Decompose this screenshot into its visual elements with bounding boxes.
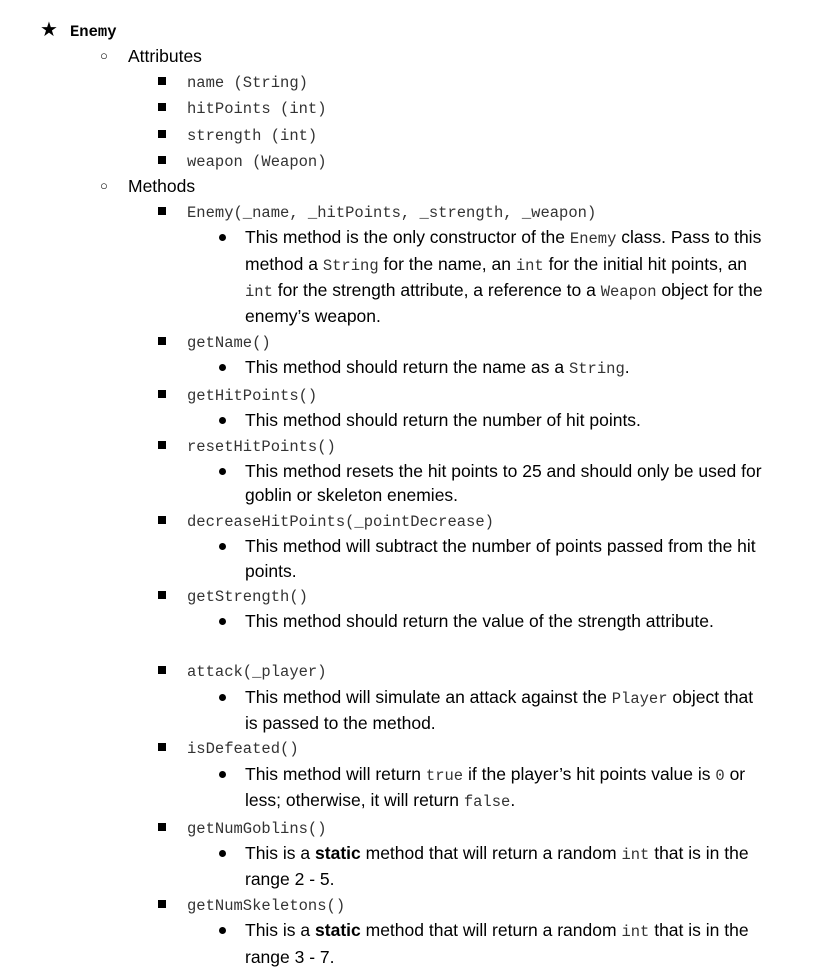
square-bullet-icon bbox=[158, 103, 166, 111]
text-span: This method should return the value of the strength attribute. bbox=[245, 611, 714, 632]
method-signature: getNumGoblins() bbox=[187, 819, 327, 838]
method-description bbox=[0, 534, 822, 583]
text-span: This is a bbox=[245, 920, 316, 941]
code-span: int bbox=[621, 845, 650, 864]
method-description bbox=[0, 918, 822, 969]
method-item bbox=[0, 382, 822, 408]
method-description bbox=[0, 459, 822, 508]
methods-list bbox=[0, 199, 822, 969]
dot-bullet-icon bbox=[219, 543, 226, 550]
attribute-text: strength (int) bbox=[187, 126, 318, 145]
method-item bbox=[0, 735, 822, 761]
bold-text: static bbox=[315, 842, 361, 863]
text-span: . bbox=[624, 357, 630, 378]
method-signature: Enemy(_name, _hitPoints, _strength, _weapon) bbox=[187, 203, 597, 222]
document bbox=[0, 18, 822, 969]
method-signature: getStrength() bbox=[187, 587, 308, 606]
square-bullet-icon bbox=[158, 900, 166, 908]
attribute-text: name (String) bbox=[187, 73, 308, 92]
square-bullet-icon bbox=[158, 666, 166, 674]
attributes-label: Attributes bbox=[128, 46, 202, 67]
square-bullet-icon bbox=[158, 516, 166, 524]
dot-bullet-icon bbox=[219, 771, 226, 778]
method-description bbox=[0, 609, 822, 633]
method-item bbox=[0, 815, 822, 841]
text-span: class. Pass to this method a bbox=[245, 227, 762, 274]
text-span: This is a bbox=[245, 842, 316, 863]
dot-bullet-icon bbox=[219, 364, 226, 371]
text-span: This method will return bbox=[245, 763, 426, 784]
square-bullet-icon bbox=[158, 441, 166, 449]
square-bullet-icon bbox=[158, 337, 166, 345]
method-item bbox=[0, 199, 822, 225]
text-span: object for the enemy’s weapon. bbox=[245, 280, 763, 327]
text-span: or less; otherwise, it will return bbox=[245, 763, 746, 811]
attribute-text: weapon (Weapon) bbox=[187, 153, 327, 172]
method-signature: getNumSkeletons() bbox=[187, 896, 346, 915]
code-span: Weapon bbox=[600, 283, 657, 302]
attribute-item bbox=[0, 122, 822, 148]
circle-bullet-icon: ○ bbox=[100, 178, 108, 194]
code-span: Enemy bbox=[569, 230, 617, 249]
text-span: if the player’s hit points value is bbox=[463, 763, 716, 784]
circle-bullet-icon: ○ bbox=[100, 48, 108, 64]
method-signature: isDefeated() bbox=[187, 740, 299, 759]
text-span: This method resets the hit points to 25 and should only be used for goblin or skeleton enemies. bbox=[245, 460, 762, 506]
attributes-list bbox=[0, 69, 822, 175]
method-signature: resetHitPoints() bbox=[187, 437, 336, 456]
square-bullet-icon bbox=[158, 390, 166, 398]
text-span: method that will return a random bbox=[360, 920, 622, 941]
class-name: Enemy bbox=[70, 23, 117, 41]
code-span: String bbox=[322, 256, 379, 275]
method-signature: getName() bbox=[187, 333, 271, 352]
attribute-item bbox=[0, 95, 822, 121]
attributes-heading bbox=[0, 44, 822, 68]
code-span: String bbox=[568, 360, 625, 379]
method-item bbox=[0, 583, 822, 609]
text-span: This method should return the name as a bbox=[245, 357, 569, 378]
code-span: int bbox=[515, 256, 544, 275]
text-span: . bbox=[510, 790, 516, 811]
code-span: int bbox=[245, 283, 273, 302]
method-description bbox=[0, 685, 822, 736]
method-description bbox=[0, 762, 822, 815]
text-span: for the strength attribute, a reference to a bbox=[272, 280, 601, 301]
dot-bullet-icon bbox=[219, 468, 226, 475]
text-span: that is in the range 2 - 5. bbox=[245, 842, 749, 890]
text-span: for the initial hit points, an bbox=[543, 253, 748, 274]
text-span: This method will simulate an attack against the bbox=[245, 686, 612, 707]
attribute-item bbox=[0, 148, 822, 174]
square-bullet-icon bbox=[158, 591, 166, 599]
text-span: This method should return the number of hit points. bbox=[245, 410, 641, 431]
method-item bbox=[0, 329, 822, 355]
attribute-text: hitPoints (int) bbox=[187, 100, 327, 119]
square-bullet-icon bbox=[158, 207, 166, 215]
method-signature: decreaseHitPoints(_pointDecrease) bbox=[187, 512, 494, 531]
square-bullet-icon bbox=[158, 156, 166, 164]
dot-bullet-icon bbox=[219, 850, 226, 857]
code-span: 0 bbox=[715, 766, 725, 785]
code-span: true bbox=[425, 766, 464, 785]
text-span: for the name, an bbox=[378, 253, 516, 274]
method-item bbox=[0, 508, 822, 534]
code-span: false bbox=[463, 793, 511, 812]
attribute-item bbox=[0, 69, 822, 95]
class-heading bbox=[0, 18, 822, 44]
method-description bbox=[0, 225, 822, 329]
star-bullet-icon: ★ bbox=[40, 19, 58, 41]
square-bullet-icon bbox=[158, 823, 166, 831]
method-item bbox=[0, 433, 822, 459]
code-span: int bbox=[621, 923, 650, 942]
blank-line bbox=[0, 634, 822, 658]
method-signature: getHitPoints() bbox=[187, 386, 318, 405]
square-bullet-icon bbox=[158, 743, 166, 751]
dot-bullet-icon bbox=[219, 417, 226, 424]
text-span: object that is passed to the method. bbox=[245, 686, 754, 733]
method-description bbox=[0, 841, 822, 892]
text-span: method that will return a random bbox=[360, 842, 622, 863]
text-span: that is in the range 3 - 7. bbox=[245, 920, 749, 967]
dot-bullet-icon bbox=[219, 234, 226, 241]
text-span: This method will subtract the number of points passed from the hit points. bbox=[245, 536, 756, 581]
method-description bbox=[0, 355, 822, 381]
square-bullet-icon bbox=[158, 77, 166, 85]
square-bullet-icon bbox=[158, 130, 166, 138]
method-item bbox=[0, 892, 822, 918]
text-span: This method is the only constructor of the bbox=[245, 227, 570, 248]
dot-bullet-icon bbox=[219, 618, 226, 625]
dot-bullet-icon bbox=[219, 927, 226, 934]
methods-label: Methods bbox=[128, 176, 196, 197]
code-span: Player bbox=[611, 689, 668, 708]
methods-heading bbox=[0, 174, 822, 198]
method-signature: attack(_player) bbox=[187, 663, 327, 682]
method-description bbox=[0, 408, 822, 432]
dot-bullet-icon bbox=[219, 694, 226, 701]
bold-text: static bbox=[315, 920, 361, 941]
method-item bbox=[0, 658, 822, 684]
